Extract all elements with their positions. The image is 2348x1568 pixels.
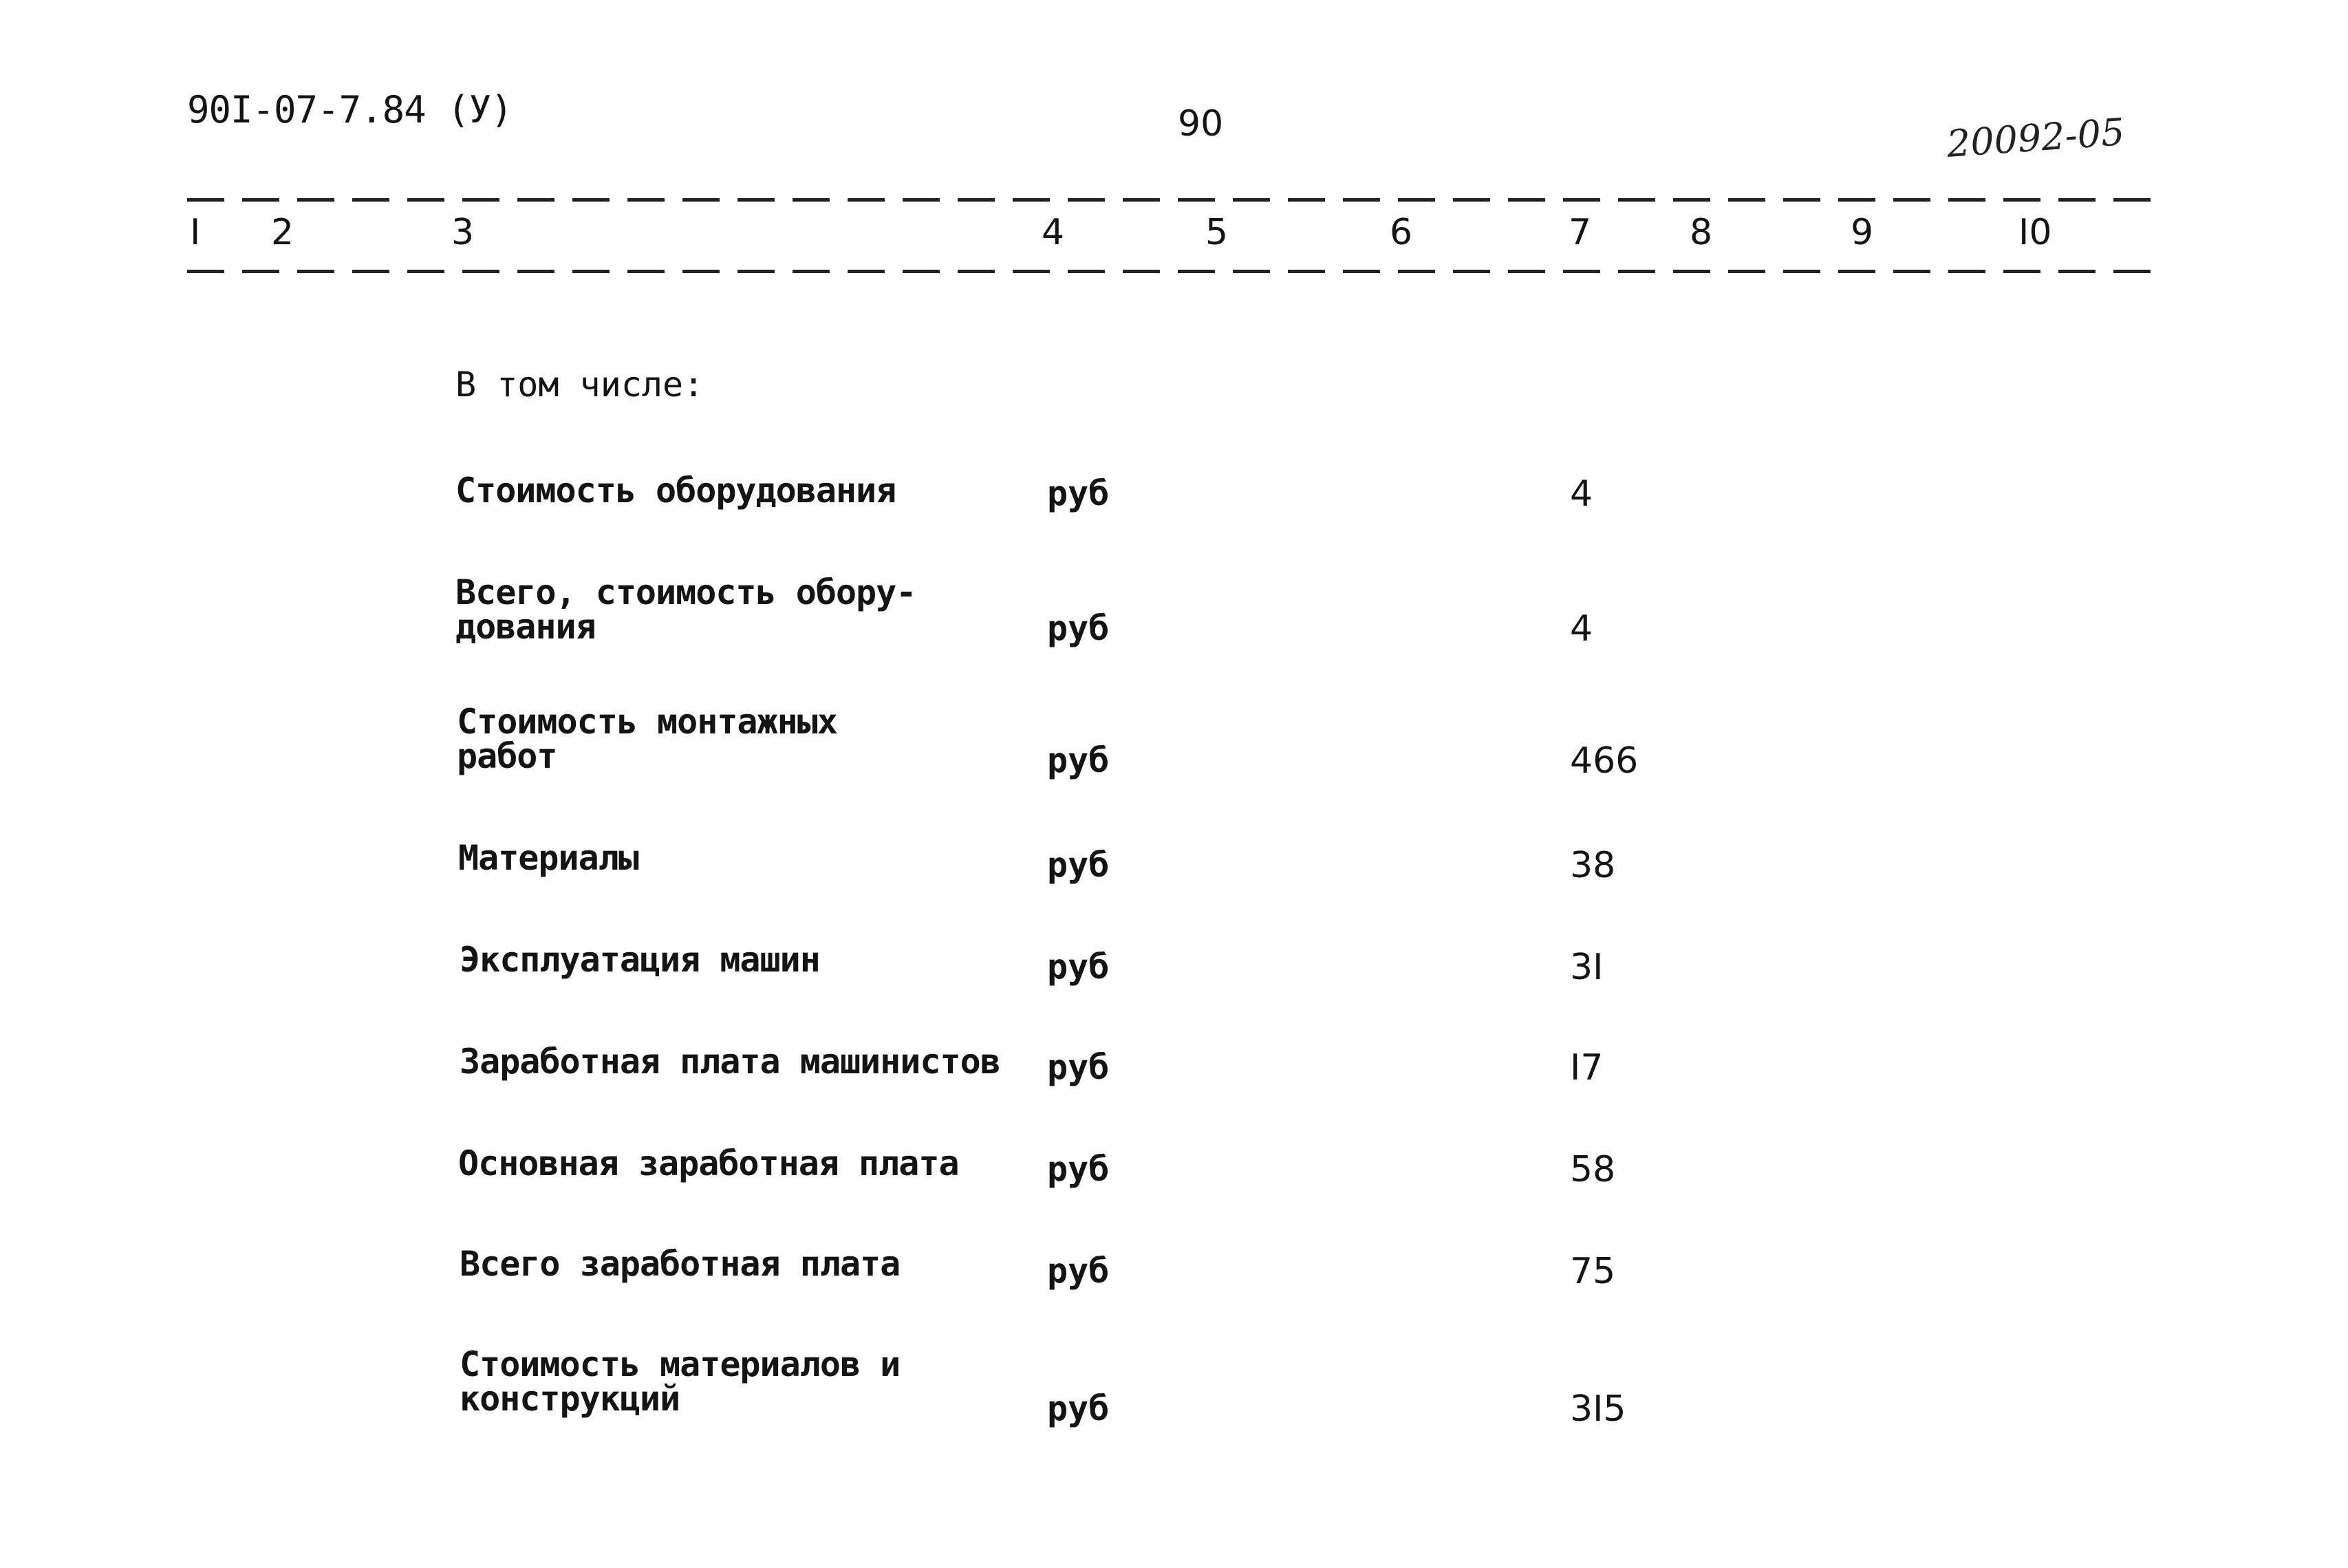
row-value: I7 (1570, 1047, 1604, 1088)
row-label-basic-wages: Основная заработная плата (458, 1143, 959, 1183)
row-value: 58 (1570, 1149, 1616, 1190)
column-number-2: 2 (271, 212, 294, 253)
row-label-equipment-cost: Стоимость оборудования (455, 471, 896, 511)
row-unit: руб (1047, 845, 1110, 885)
column-number-5: 5 (1205, 212, 1229, 253)
row-label-materials-and-structures: Стоимость материалов и конструкций (460, 1344, 901, 1419)
row-value: 38 (1570, 845, 1616, 886)
column-number-7: 7 (1569, 212, 1592, 253)
row-label-total-wages: Всего заработная плата (460, 1244, 901, 1284)
row-value: 3I (1570, 947, 1604, 988)
row-unit: руб (1047, 1388, 1110, 1428)
column-number-6: 6 (1390, 212, 1413, 253)
row-label-machine-operation: Эксплуатация машин (460, 940, 820, 980)
row-value: 4 (1570, 473, 1593, 515)
row-label-operator-wages: Заработная плата машинистов (460, 1042, 1000, 1082)
column-number-4: 4 (1042, 212, 1065, 253)
row-unit: руб (1047, 1149, 1110, 1189)
row-value: 3I5 (1570, 1388, 1626, 1430)
header-bottom-dashed-rule (187, 270, 2162, 273)
header-top-dashed-rule (187, 198, 2162, 202)
column-number-10: I0 (2018, 212, 2052, 253)
row-unit: руб (1047, 740, 1110, 780)
section-heading: В том числе: (455, 365, 704, 405)
row-unit: руб (1047, 1047, 1110, 1087)
row-unit: руб (1047, 608, 1110, 648)
row-label-installation-cost: Стоимость монтажных работ (457, 702, 837, 776)
page-number: 90 (1178, 103, 1224, 144)
column-number-1: I (190, 212, 201, 253)
column-number-8: 8 (1690, 212, 1713, 253)
row-unit: руб (1047, 1251, 1110, 1291)
row-value: 4 (1570, 608, 1593, 649)
row-unit: руб (1047, 473, 1110, 513)
row-unit: руб (1047, 947, 1110, 987)
handwritten-archive-number: 20092-05 (1945, 110, 2126, 166)
column-number-9: 9 (1851, 212, 1874, 253)
row-value: 75 (1570, 1251, 1616, 1292)
document-code: 90I-07-7.84 (У) (187, 88, 513, 131)
column-number-3: 3 (451, 212, 475, 253)
row-label-total-equipment-cost: Всего, стоимость обору- дования (455, 572, 916, 647)
row-label-materials: Материалы (458, 838, 638, 878)
row-value: 466 (1570, 740, 1639, 782)
